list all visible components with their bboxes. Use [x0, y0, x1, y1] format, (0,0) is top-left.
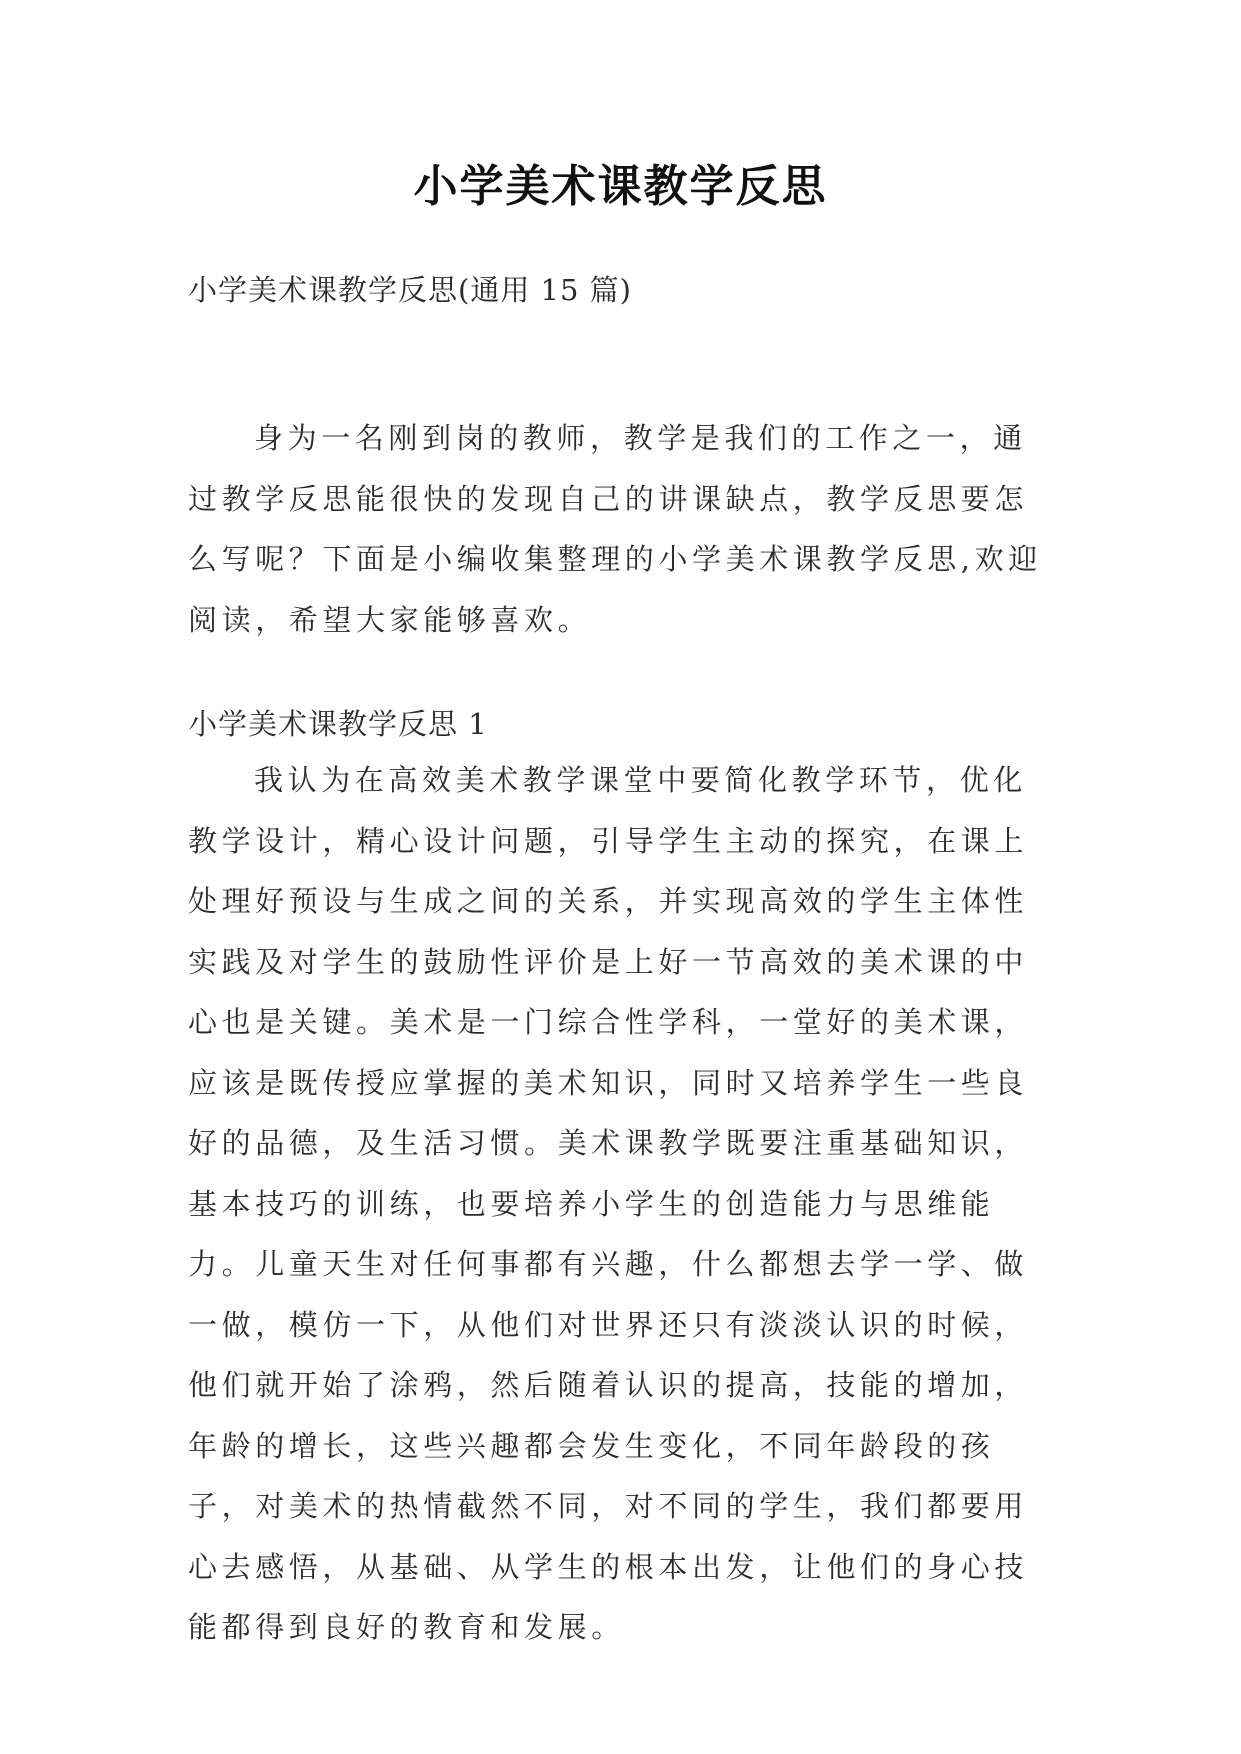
section-body: 我认为在高效美术教学课堂中要简化教学环节，优化教学设计，精心设计问题，引导学生主动的探究，在课上处理好预设与生成之间的关系，并实现高效的学生主体性实践及对学生的鼓励性评价是上好一节高效的美术课的中心也是关键。美术是一门综合性学科，一堂好的美术课，应该是既传授应掌握的美术知识，同时又培养学生一些良好的品德，及生活习惯。美术课教学既要注重基础知识，基本技巧的训练，也要培养小学生的创造能力与思维能力。儿童天生对任何事都有兴趣，什么都想去学一学、做一做，模仿一下，从他们对世界还只有淡淡认识的时候，他们就开始了涂鸦，然后随着认识的提高，技能的增加，年龄的增长，这些兴趣都会发生变化，不同年龄段的孩子，对美术的热情截然不同，对不同的学生，我们都要用心去感悟，从基础、从学生的根本出发，让他们的身心技能都得到良好的教育和发展。: [188, 763, 1029, 1644]
section-heading: 小学美术课教学反思 1: [188, 707, 488, 741]
document-title: 小学美术课教学反思: [413, 161, 828, 212]
intro-paragraph: 身为一名刚到岗的教师，教学是我们的工作之一，通过教学反思能很快的发现自己的讲课缺点，教学反思要怎么写呢？下面是小编收集整理的小学美术课教学反思,欢迎阅读，希望大家能够喜欢。: [188, 421, 1042, 637]
document-subtitle: 小学美术课教学反思(通用 15 篇): [188, 273, 632, 307]
